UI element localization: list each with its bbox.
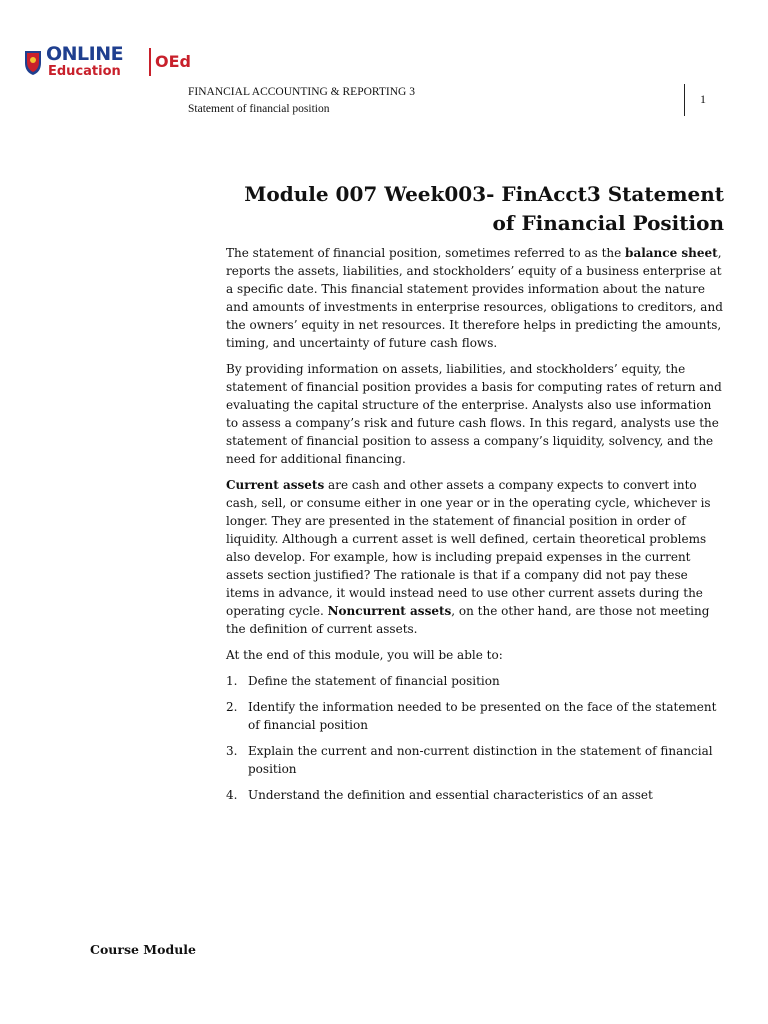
p1-text-c: , reports the assets, liabilities, and stockholders’ equity of a business enterprise at a specific date. This financial statement provides information about the nature and amounts of investments in enterprise resources, obligations to creditors, and the owners’ equity in net resources. It therefore helps in predicting the amounts, timing, and uncertainty of future cash flows. xyxy=(226,246,723,350)
p3-text-d: , on the other hand, are those not meeting the definition of current assets. xyxy=(226,604,710,636)
paragraph-current-assets xyxy=(226,476,724,638)
list-item-text: Define the statement of financial position xyxy=(248,674,500,688)
list-item-number: 2. xyxy=(226,700,238,714)
list-item xyxy=(226,786,724,804)
header-subtitle: Statement of financial position xyxy=(188,103,330,115)
list-item xyxy=(226,672,724,690)
module-body xyxy=(226,244,724,812)
list-item xyxy=(226,698,724,734)
module-title: Module 007 Week003- FinAcct3 Statement of Financial Position xyxy=(244,182,724,235)
paragraph-analysts: By providing information on assets, liabilities, and stockholders’ equity, the statement of financial position provides a basis for computing rates of return and evaluating the capital structure of the enterprise. Analysts also use information to assess a company’s risk and future cash flows. In this regard, analysts use the statement of financial position to assess a company’s liquidity, solvency, and the need for additional financing. xyxy=(226,362,722,466)
term-noncurrent-assets: Noncurrent assets xyxy=(327,604,452,618)
logo-online-text: ONLINE xyxy=(46,43,124,65)
logo-divider xyxy=(149,48,151,76)
list-item-number: 3. xyxy=(226,744,238,758)
p1-text-a: The statement of financial position, sometimes referred to as the xyxy=(226,246,626,260)
logo-education-text: Education xyxy=(48,64,121,79)
list-item-number: 1. xyxy=(226,674,238,688)
paragraph-balance-sheet xyxy=(226,244,724,352)
paragraph-objectives-intro: At the end of this module, you will be able to: xyxy=(226,648,503,662)
list-item xyxy=(226,742,724,778)
objectives-list xyxy=(226,672,724,804)
header-divider xyxy=(684,84,685,116)
logo-oed-text: OEd xyxy=(155,52,191,71)
list-item-text: Explain the current and non-current distinction in the statement of financial position xyxy=(248,744,713,776)
page-number: 1 xyxy=(700,92,706,106)
header-course-title: FINANCIAL ACCOUNTING & REPORTING 3 xyxy=(188,86,415,98)
footer-course-module: Course Module xyxy=(90,942,197,957)
list-item-number: 4. xyxy=(226,788,238,802)
term-current-assets: Current assets xyxy=(226,478,325,492)
online-education-logo xyxy=(24,43,191,84)
list-item-text: Identify the information needed to be presented on the face of the statement of financial position xyxy=(248,700,717,732)
term-balance-sheet: balance sheet xyxy=(625,246,718,260)
shield-icon xyxy=(24,48,42,76)
list-item-text: Understand the definition and essential characteristics of an asset xyxy=(248,788,653,802)
p3-text-b: are cash and other assets a company expects to convert into cash, sell, or consume either in one year or in the operating cycle, whichever is longer. They are presented in the statement of financial position in order of liquidity. Although a current asset is well defined, certain theoretical problems also develop. For example, how is including prepaid expenses in the current assets section justified? The rationale is that if a company did not pay these items in advance, it would instead need to use other current assets during the operating cycle. xyxy=(226,478,711,618)
